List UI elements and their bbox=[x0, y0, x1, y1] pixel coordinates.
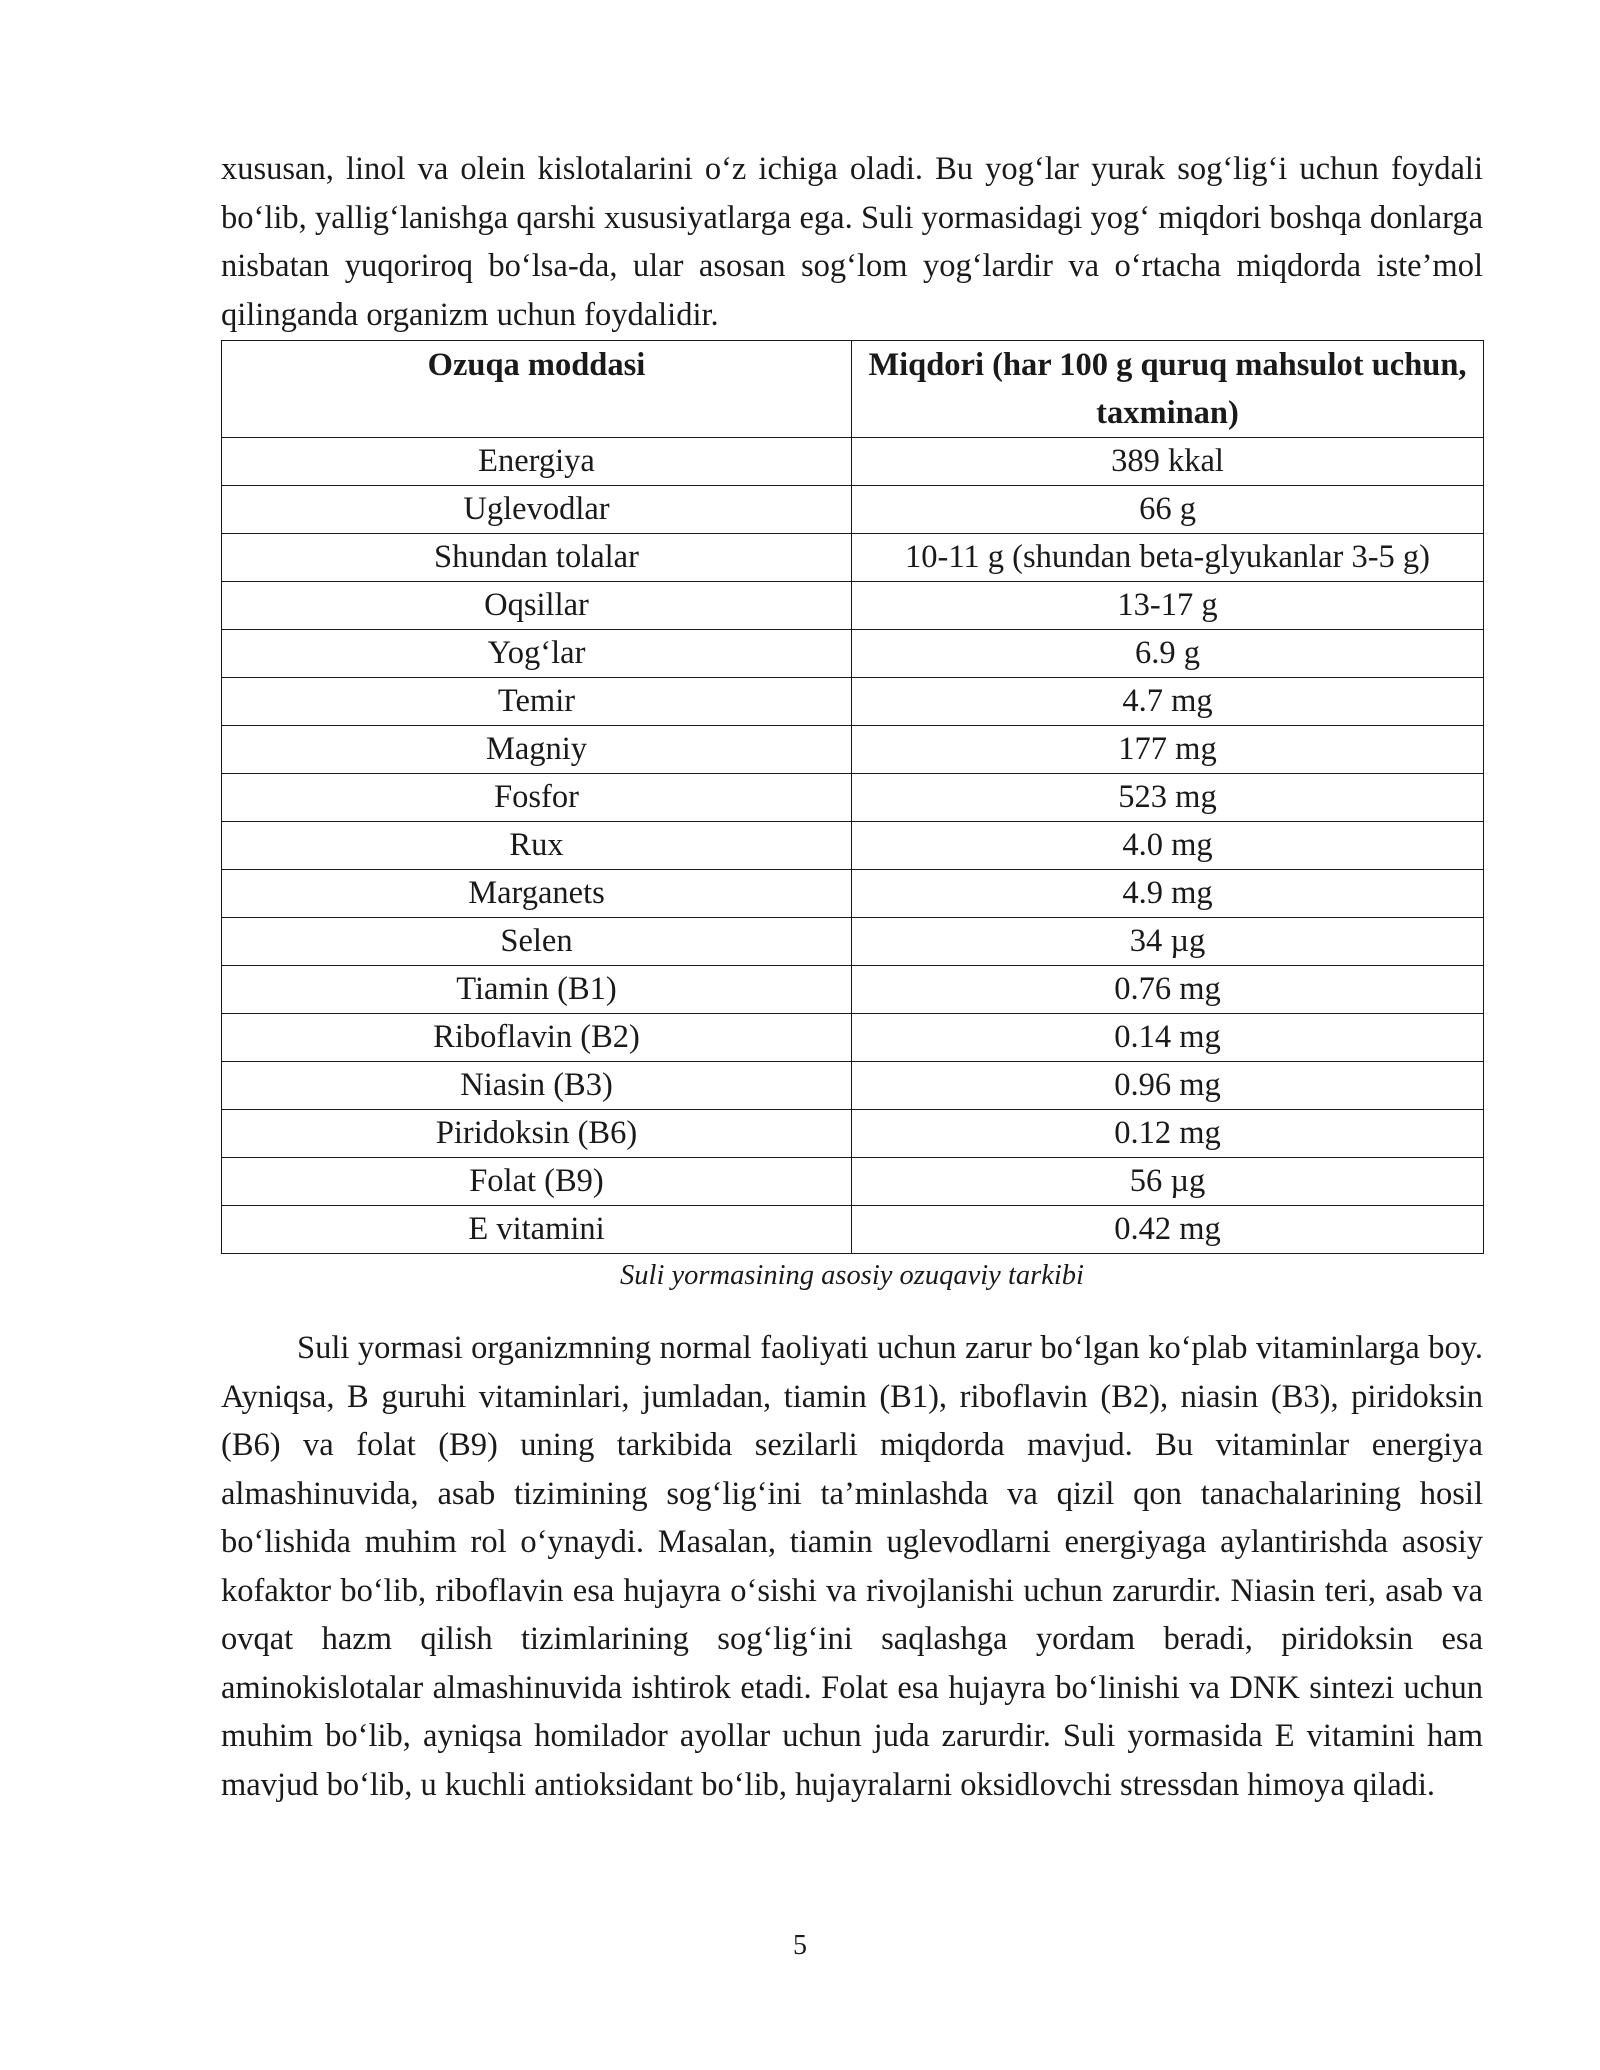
nutrient-name-cell: Fosfor bbox=[222, 774, 852, 822]
table-row bbox=[222, 1062, 1484, 1110]
table-row bbox=[222, 774, 1484, 822]
table-row bbox=[222, 630, 1484, 678]
table-row bbox=[222, 582, 1484, 630]
table-row bbox=[222, 534, 1484, 582]
nutrient-name-cell: Shundan tolalar bbox=[222, 534, 852, 582]
table-row bbox=[222, 1110, 1484, 1158]
nutrient-amount-cell: 34 µg bbox=[852, 918, 1484, 966]
nutrient-amount-cell: 13-17 g bbox=[852, 582, 1484, 630]
nutrient-name-cell: Selen bbox=[222, 918, 852, 966]
table-row bbox=[222, 822, 1484, 870]
nutrient-amount-cell: 0.42 mg bbox=[852, 1206, 1484, 1254]
header-amount: Miqdori (har 100 g quruq mahsulot uchun, taxminan) bbox=[852, 341, 1484, 438]
table-row bbox=[222, 726, 1484, 774]
nutrient-amount-cell: 0.76 mg bbox=[852, 966, 1484, 1014]
nutrient-table bbox=[221, 340, 1484, 1254]
table-row bbox=[222, 486, 1484, 534]
nutrient-name-cell: Oqsillar bbox=[222, 582, 852, 630]
page-number: 5 bbox=[793, 1930, 807, 1961]
nutrient-amount-cell: 523 mg bbox=[852, 774, 1484, 822]
nutrient-name-cell: Tiamin (B1) bbox=[222, 966, 852, 1014]
table-header-row bbox=[222, 341, 1484, 438]
nutrient-name-cell: Yog‘lar bbox=[222, 630, 852, 678]
nutrient-name-cell: E vitamini bbox=[222, 1206, 852, 1254]
table-row bbox=[222, 918, 1484, 966]
nutrient-name-cell: Folat (B9) bbox=[222, 1158, 852, 1206]
nutrient-amount-cell: 177 mg bbox=[852, 726, 1484, 774]
nutrient-amount-cell: 56 µg bbox=[852, 1158, 1484, 1206]
nutrient-amount-cell: 389 kkal bbox=[852, 438, 1484, 486]
nutrient-name-cell: Niasin (B3) bbox=[222, 1062, 852, 1110]
header-nutrient: Ozuqa moddasi bbox=[222, 341, 852, 438]
table-row bbox=[222, 438, 1484, 486]
nutrient-name-cell: Magniy bbox=[222, 726, 852, 774]
nutrient-amount-cell: 10-11 g (shundan beta-glyukanlar 3-5 g) bbox=[852, 534, 1484, 582]
table-caption: Suli yormasining asosiy ozuqaviy tarkibi bbox=[620, 1260, 1084, 1291]
nutrient-name-cell: Rux bbox=[222, 822, 852, 870]
nutrient-name-cell: Riboflavin (B2) bbox=[222, 1014, 852, 1062]
nutrient-amount-cell: 4.7 mg bbox=[852, 678, 1484, 726]
nutrient-amount-cell: 0.14 mg bbox=[852, 1014, 1484, 1062]
vitamins-paragraph: Suli yormasi organizmning normal faoliyati uchun zarur bo‘lgan ko‘plab vitaminlarga boy. Ayniqsa, B guruhi vitaminlari, jumladan, tiamin (B1), riboflavin (B2), niasin (B3), piridoksin (B6) va folat (B9) uning tarkibida sezilarli miqdorda mavjud. Bu vitaminlar energiya almashinuvida, asab tizimining sog‘lig‘ini ta’minlashda va qizil qon tanachalarining hosil bo‘lishida muhim rol o‘ynaydi. Masalan, tiamin uglevodlarni energiyaga aylantirishda asosiy kofaktor bo‘lib, riboflavin esa hujayra o‘sishi va rivojlanishi uchun zarurdir. Niasin teri, asab va ovqat hazm qilish tizimlarining sog‘lig‘ini saqlashga yordam beradi, piridoksin esa aminokislotalar almashinuvida ishtirok etadi. Folat esa hujayra bo‘linishi va DNK sintezi uchun muhim bo‘lib, ayniqsa homilador ayollar uchun juda zarurdir. Suli yormasida E vitamini ham mavjud bo‘lib, u kuchli antioksidant bo‘lib, hujayralarni oksidlovchi stressdan himoya qiladi. bbox=[221, 1330, 1483, 1803]
table-row bbox=[222, 1206, 1484, 1254]
nutrient-name-cell: Uglevodlar bbox=[222, 486, 852, 534]
nutrient-name-cell: Marganets bbox=[222, 870, 852, 918]
nutrient-name-cell: Temir bbox=[222, 678, 852, 726]
nutrient-amount-cell: 6.9 g bbox=[852, 630, 1484, 678]
table-row bbox=[222, 678, 1484, 726]
table-row bbox=[222, 1014, 1484, 1062]
nutrient-amount-cell: 0.12 mg bbox=[852, 1110, 1484, 1158]
table-row bbox=[222, 966, 1484, 1014]
table-body bbox=[222, 438, 1484, 1254]
nutrient-amount-cell: 0.96 mg bbox=[852, 1062, 1484, 1110]
nutrient-name-cell: Energiya bbox=[222, 438, 852, 486]
nutrient-amount-cell: 66 g bbox=[852, 486, 1484, 534]
page-content bbox=[221, 145, 1483, 1809]
nutrient-amount-cell: 4.0 mg bbox=[852, 822, 1484, 870]
intro-paragraph: xususan, linol va olein kislotalarini o‘z ichiga oladi. Bu yog‘lar yurak sog‘lig‘i uchun foydali bo‘lib, yallig‘lanishga qarshi xususiyatlarga ega. Suli yormasidagi yog‘ miqdori boshqa donlarga nisbatan yuqoriroq bo‘lsa-da, ular asosan sog‘lom yog‘lardir va o‘rtacha miqdorda iste’mol qilinganda organizm uchun foydalidir. bbox=[221, 151, 1483, 333]
table-row bbox=[222, 870, 1484, 918]
nutrient-name-cell: Piridoksin (B6) bbox=[222, 1110, 852, 1158]
nutrient-amount-cell: 4.9 mg bbox=[852, 870, 1484, 918]
table-row bbox=[222, 1158, 1484, 1206]
